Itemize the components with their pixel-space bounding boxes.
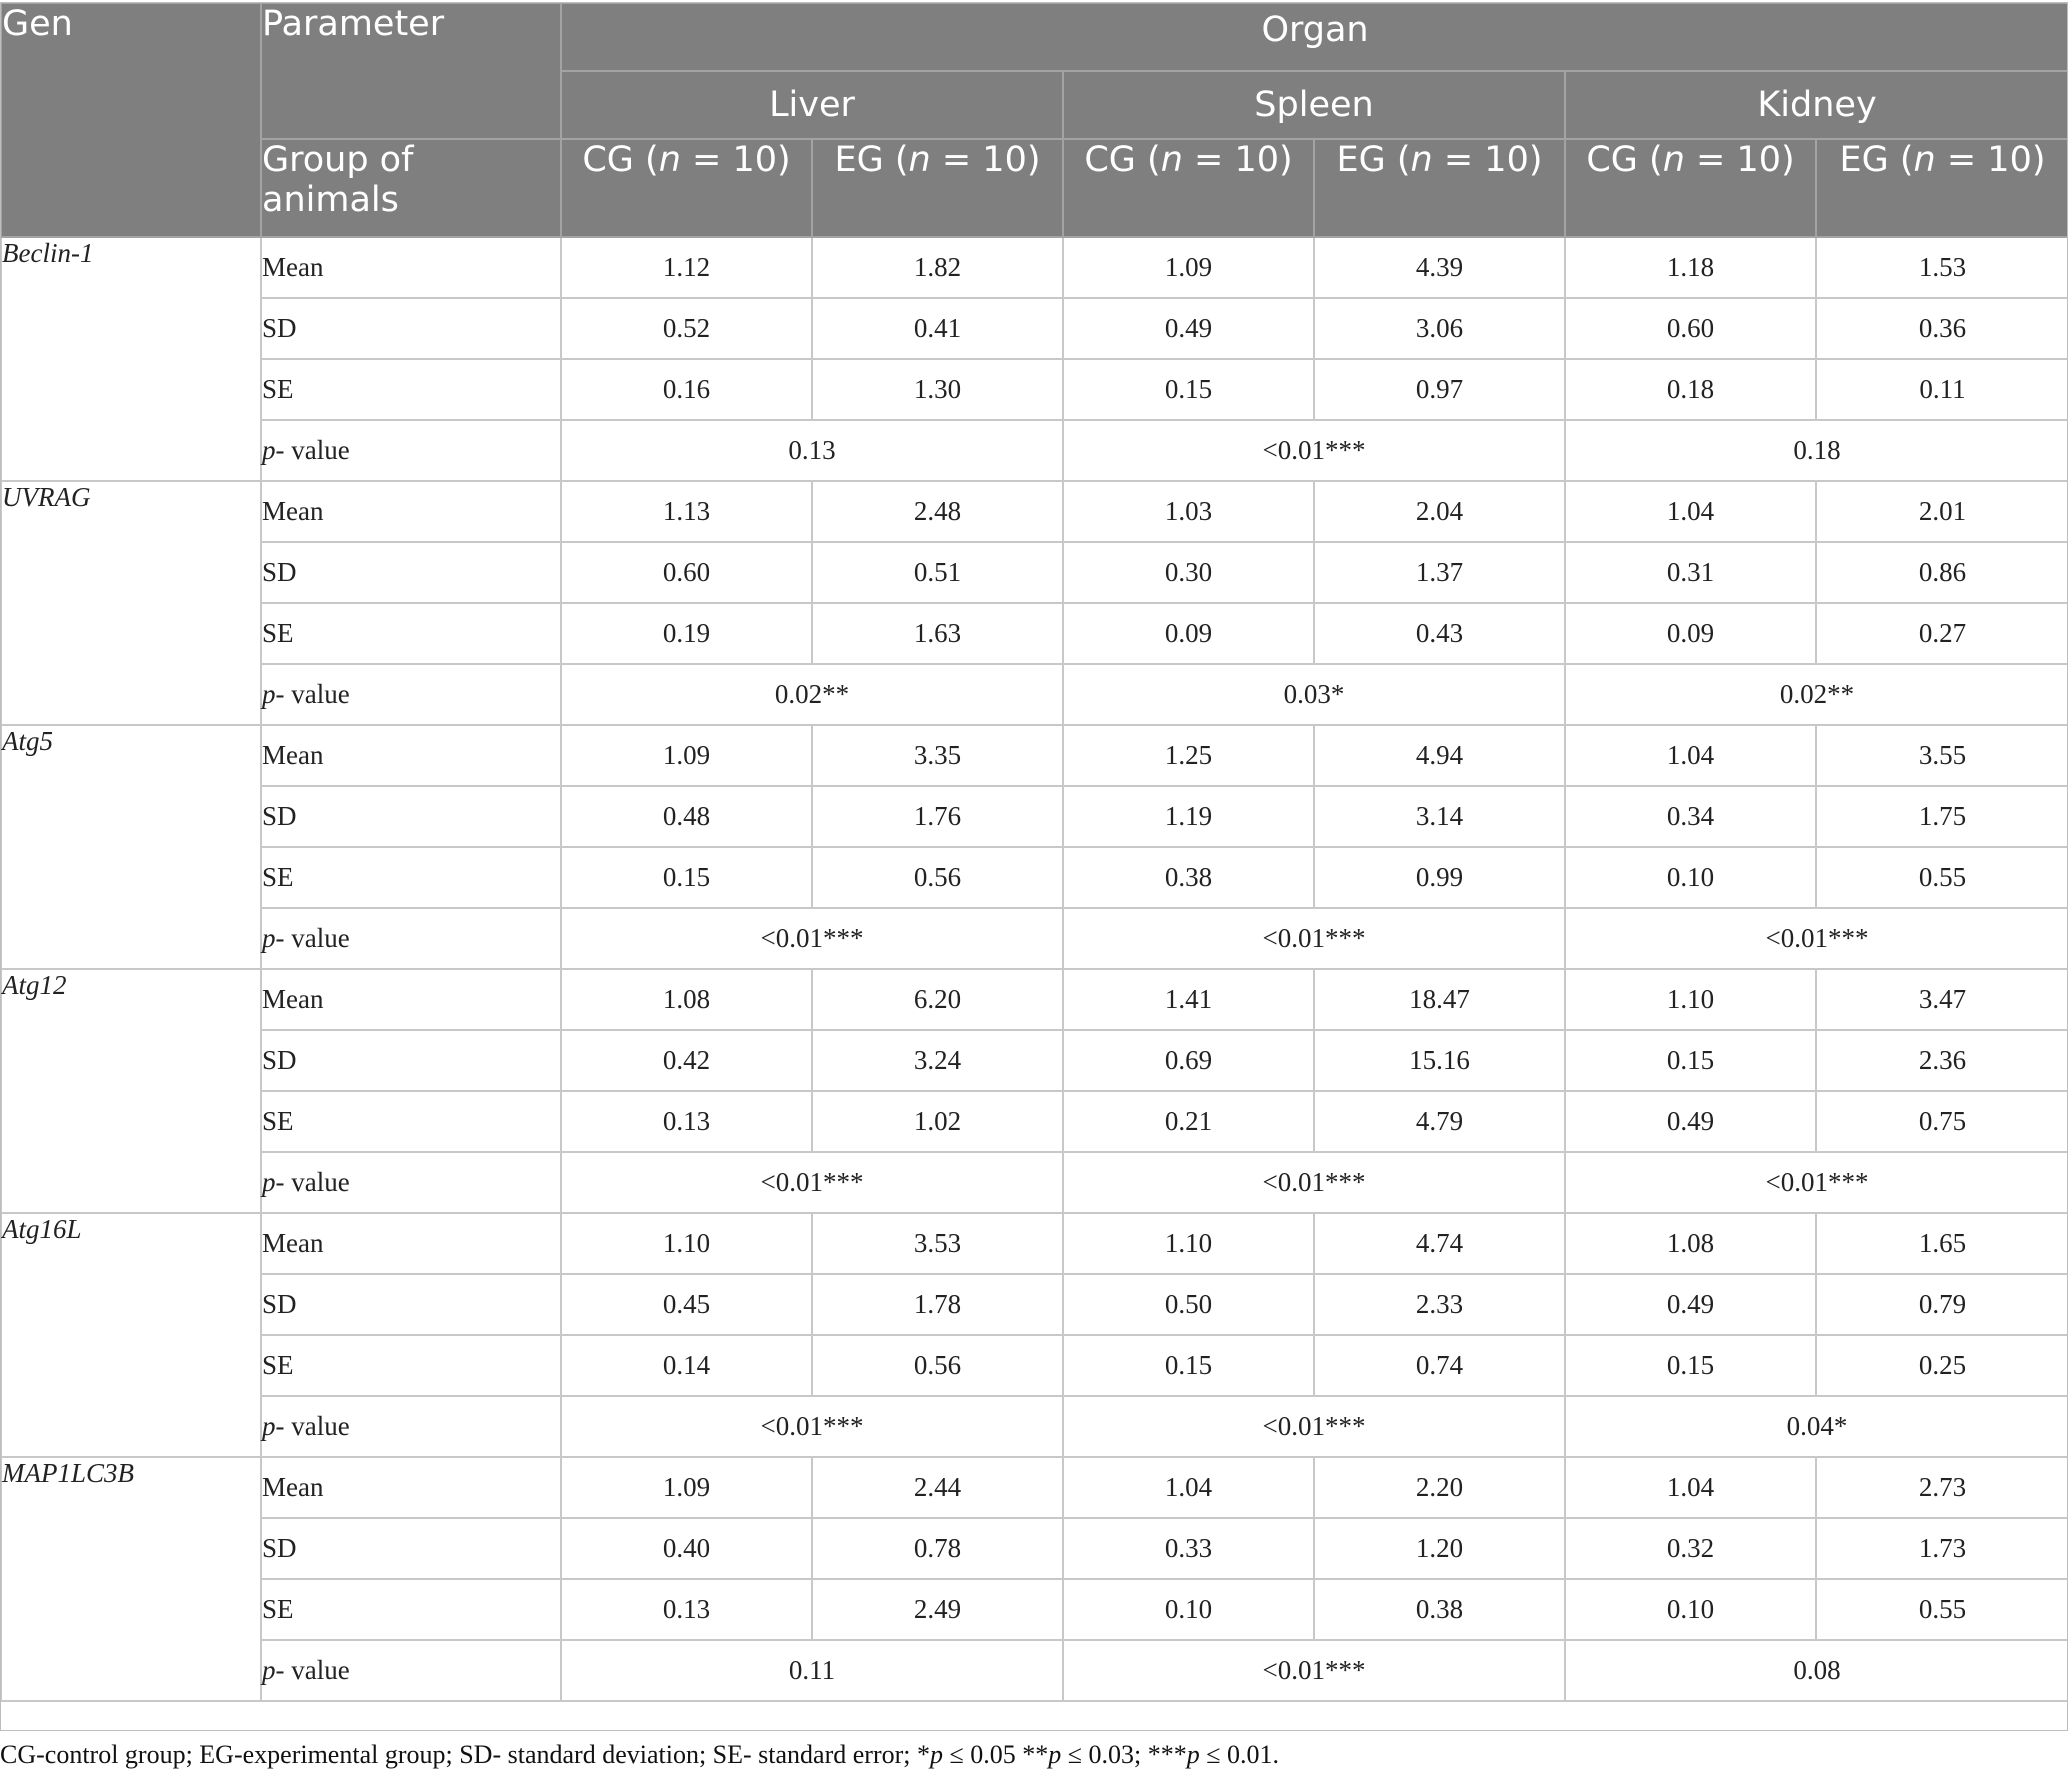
header-eg-spleen: EG (n = 10): [1314, 139, 1565, 237]
table-row: [1, 603, 2068, 664]
value-cell: 1.18: [1565, 237, 1816, 298]
gene-name: Atg5: [1, 725, 261, 969]
p-value-cell: 0.11: [561, 1640, 1063, 1701]
value-cell: 1.30: [812, 359, 1063, 420]
p-value-cell: <0.01***: [1565, 908, 2068, 969]
p-symbol: p: [262, 1411, 276, 1441]
table-row: [1, 786, 2068, 847]
value-cell: 3.53: [812, 1213, 1063, 1274]
group-count: = 10): [1935, 140, 2046, 180]
value-cell: 4.79: [1314, 1091, 1565, 1152]
value-cell: 0.15: [1565, 1335, 1816, 1396]
value-cell: 0.15: [1063, 1335, 1314, 1396]
p-value-cell: <0.01***: [561, 908, 1063, 969]
value-cell: 0.79: [1816, 1274, 2068, 1335]
value-cell: 0.86: [1816, 542, 2068, 603]
table-row: [1, 1457, 2068, 1518]
p-suffix: - value: [275, 1167, 350, 1197]
p-value-label: [261, 664, 561, 725]
p-value-cell: <0.01***: [1063, 1640, 1565, 1701]
table-row: [1, 1091, 2068, 1152]
value-cell: 2.33: [1314, 1274, 1565, 1335]
value-cell: 2.44: [812, 1457, 1063, 1518]
group-count: = 10): [1432, 140, 1543, 180]
value-cell: 0.43: [1314, 603, 1565, 664]
value-cell: 0.38: [1314, 1579, 1565, 1640]
value-cell: 0.10: [1565, 847, 1816, 908]
value-cell: 1.78: [812, 1274, 1063, 1335]
value-cell: 1.20: [1314, 1518, 1565, 1579]
p-value-cell: <0.01***: [561, 1396, 1063, 1457]
value-cell: 1.03: [1063, 481, 1314, 542]
p-symbol: p: [262, 679, 276, 709]
value-cell: 1.76: [812, 786, 1063, 847]
value-cell: 1.09: [561, 1457, 812, 1518]
value-cell: 1.04: [1565, 725, 1816, 786]
p-suffix: - value: [275, 1411, 350, 1441]
value-cell: 0.42: [561, 1030, 812, 1091]
table-row: [1, 969, 2068, 1030]
p-value-label: [261, 1640, 561, 1701]
parameter-label: SD: [261, 1274, 561, 1335]
p-symbol: p: [262, 435, 276, 465]
p-suffix: - value: [275, 1655, 350, 1685]
header-cg-spleen: CG (n = 10): [1063, 139, 1314, 237]
parameter-label: SD: [261, 298, 561, 359]
value-cell: 1.53: [1816, 237, 2068, 298]
p-value-cell: 0.18: [1565, 420, 2068, 481]
footnote: [0, 1740, 1279, 1770]
value-cell: 0.19: [561, 603, 812, 664]
gene-name: Atg12: [1, 969, 261, 1213]
header-eg-liver: EG (n = 10): [812, 139, 1063, 237]
value-cell: 2.01: [1816, 481, 2068, 542]
value-cell: 0.56: [812, 1335, 1063, 1396]
value-cell: 0.97: [1314, 359, 1565, 420]
table-row: [1, 359, 2068, 420]
parameter-label: Mean: [261, 725, 561, 786]
header-eg-kidney: EG (n = 10): [1816, 139, 2068, 237]
value-cell: 1.04: [1565, 481, 1816, 542]
table-row: [1, 237, 2068, 298]
value-cell: 0.14: [561, 1335, 812, 1396]
value-cell: 3.47: [1816, 969, 2068, 1030]
value-cell: 0.78: [812, 1518, 1063, 1579]
value-cell: 4.39: [1314, 237, 1565, 298]
value-cell: 0.75: [1816, 1091, 2068, 1152]
value-cell: 1.65: [1816, 1213, 2068, 1274]
parameter-label: SE: [261, 603, 561, 664]
group-label: CG: [1586, 140, 1638, 180]
p-value-label: [261, 420, 561, 481]
header-parameter: Parameter: [261, 3, 561, 139]
parameter-label: SE: [261, 1579, 561, 1640]
group-label: EG: [1336, 140, 1386, 180]
footnote-mid2: ≤ 0.03; ***: [1061, 1740, 1187, 1769]
value-cell: 0.49: [1063, 298, 1314, 359]
value-cell: 0.40: [561, 1518, 812, 1579]
value-cell: 3.14: [1314, 786, 1565, 847]
value-cell: 0.25: [1816, 1335, 2068, 1396]
value-cell: 1.25: [1063, 725, 1314, 786]
value-cell: 1.09: [561, 725, 812, 786]
value-cell: 0.31: [1565, 542, 1816, 603]
p-value-row: [1, 1396, 2068, 1457]
value-cell: 0.21: [1063, 1091, 1314, 1152]
value-cell: 0.10: [1063, 1579, 1314, 1640]
p-value-cell: <0.01***: [1063, 908, 1565, 969]
parameter-label: Mean: [261, 969, 561, 1030]
group-count: = 10): [1684, 140, 1795, 180]
group-n: n: [1410, 140, 1433, 180]
value-cell: 0.13: [561, 1579, 812, 1640]
value-cell: 1.09: [1063, 237, 1314, 298]
p-value-row: [1, 908, 2068, 969]
value-cell: 1.73: [1816, 1518, 2068, 1579]
value-cell: 1.75: [1816, 786, 2068, 847]
value-cell: 1.10: [1565, 969, 1816, 1030]
value-cell: 3.35: [812, 725, 1063, 786]
gene-name: Atg16L: [1, 1213, 261, 1457]
header-organ-spleen: Spleen: [1063, 71, 1565, 139]
p-value-cell: <0.01***: [1565, 1152, 2068, 1213]
gene-name: Beclin-1: [1, 237, 261, 481]
value-cell: 0.18: [1565, 359, 1816, 420]
p-value-label: [261, 1152, 561, 1213]
value-cell: 0.49: [1565, 1274, 1816, 1335]
table-body: [1, 237, 2068, 1701]
p-suffix: - value: [275, 679, 350, 709]
value-cell: 4.74: [1314, 1213, 1565, 1274]
value-cell: 0.60: [561, 542, 812, 603]
table-row: [1, 1274, 2068, 1335]
value-cell: 0.38: [1063, 847, 1314, 908]
p-value-cell: 0.02**: [561, 664, 1063, 725]
header-gen: Gen: [1, 3, 261, 237]
value-cell: 0.52: [561, 298, 812, 359]
value-cell: 1.82: [812, 237, 1063, 298]
footnote-prefix: CG-control group; EG-experimental group; SD- standard deviation; SE- standard error; *: [0, 1740, 930, 1769]
p-value-row: [1, 1152, 2068, 1213]
value-cell: 1.04: [1063, 1457, 1314, 1518]
table-row: [1, 725, 2068, 786]
parameter-label: Mean: [261, 237, 561, 298]
value-cell: 0.32: [1565, 1518, 1816, 1579]
header-group-of-animals: Group of animals: [261, 139, 561, 237]
value-cell: 2.48: [812, 481, 1063, 542]
parameter-label: SE: [261, 1335, 561, 1396]
value-cell: 1.08: [561, 969, 812, 1030]
group-n: n: [1913, 140, 1936, 180]
p-value-row: [1, 664, 2068, 725]
value-cell: 2.49: [812, 1579, 1063, 1640]
group-count: = 10): [680, 140, 791, 180]
value-cell: 0.45: [561, 1274, 812, 1335]
value-cell: 0.33: [1063, 1518, 1314, 1579]
value-cell: 1.63: [812, 603, 1063, 664]
p-value-cell: 0.08: [1565, 1640, 2068, 1701]
group-n: n: [1160, 140, 1183, 180]
p-value-cell: 0.02**: [1565, 664, 2068, 725]
parameter-label: SE: [261, 1091, 561, 1152]
value-cell: 0.56: [812, 847, 1063, 908]
table-row: [1, 1518, 2068, 1579]
table-header: [1, 3, 2068, 237]
p-value-row: [1, 420, 2068, 481]
value-cell: 2.73: [1816, 1457, 2068, 1518]
p-value-cell: <0.01***: [1063, 1396, 1565, 1457]
p-suffix: - value: [275, 923, 350, 953]
footnote-mid1: ≤ 0.05 **: [942, 1740, 1049, 1769]
value-cell: 0.51: [812, 542, 1063, 603]
table-row: [1, 298, 2068, 359]
table-row: [1, 847, 2068, 908]
value-cell: 3.06: [1314, 298, 1565, 359]
p-value-cell: 0.13: [561, 420, 1063, 481]
group-n: n: [658, 140, 681, 180]
value-cell: 0.10: [1565, 1579, 1816, 1640]
table-row: [1, 481, 2068, 542]
group-label: CG: [1084, 140, 1136, 180]
group-label: CG: [582, 140, 634, 180]
value-cell: 0.69: [1063, 1030, 1314, 1091]
parameter-label: Mean: [261, 481, 561, 542]
value-cell: 0.27: [1816, 603, 2068, 664]
value-cell: 18.47: [1314, 969, 1565, 1030]
value-cell: 1.13: [561, 481, 812, 542]
parameter-label: Mean: [261, 1457, 561, 1518]
group-count: = 10): [1182, 140, 1293, 180]
value-cell: 1.37: [1314, 542, 1565, 603]
value-cell: 0.74: [1314, 1335, 1565, 1396]
parameter-label: SD: [261, 1518, 561, 1579]
value-cell: 2.20: [1314, 1457, 1565, 1518]
value-cell: 0.49: [1565, 1091, 1816, 1152]
value-cell: 6.20: [812, 969, 1063, 1030]
value-cell: 0.15: [561, 847, 812, 908]
group-n: n: [908, 140, 931, 180]
table-row: [1, 1579, 2068, 1640]
value-cell: 1.02: [812, 1091, 1063, 1152]
value-cell: 2.36: [1816, 1030, 2068, 1091]
gene-name: MAP1LC3B: [1, 1457, 261, 1701]
table-row: [1, 1030, 2068, 1091]
footnote-end: ≤ 0.01.: [1199, 1740, 1280, 1769]
p-suffix: - value: [275, 435, 350, 465]
value-cell: 1.08: [1565, 1213, 1816, 1274]
value-cell: 0.50: [1063, 1274, 1314, 1335]
parameter-label: Mean: [261, 1213, 561, 1274]
value-cell: 0.16: [561, 359, 812, 420]
value-cell: 0.55: [1816, 1579, 2068, 1640]
value-cell: 0.11: [1816, 359, 2068, 420]
p-value-label: [261, 908, 561, 969]
value-cell: 0.48: [561, 786, 812, 847]
gene-name: UVRAG: [1, 481, 261, 725]
header-organ-kidney: Kidney: [1565, 71, 2068, 139]
p-value-cell: 0.04*: [1565, 1396, 2068, 1457]
parameter-label: SD: [261, 786, 561, 847]
value-cell: 3.55: [1816, 725, 2068, 786]
value-cell: 3.24: [812, 1030, 1063, 1091]
value-cell: 15.16: [1314, 1030, 1565, 1091]
table-row: [1, 1213, 2068, 1274]
header-organ-liver: Liver: [561, 71, 1063, 139]
value-cell: 1.04: [1565, 1457, 1816, 1518]
value-cell: 4.94: [1314, 725, 1565, 786]
p-symbol: p: [262, 1167, 276, 1197]
value-cell: 0.09: [1063, 603, 1314, 664]
p-value-row: [1, 1640, 2068, 1701]
value-cell: 0.15: [1063, 359, 1314, 420]
parameter-label: SE: [261, 359, 561, 420]
p-value-label: [261, 1396, 561, 1457]
p-value-cell: 0.03*: [1063, 664, 1565, 725]
group-n: n: [1662, 140, 1685, 180]
value-cell: 0.41: [812, 298, 1063, 359]
footnote-p1: p: [929, 1740, 943, 1769]
p-value-cell: <0.01***: [561, 1152, 1063, 1213]
value-cell: 0.13: [561, 1091, 812, 1152]
value-cell: 1.19: [1063, 786, 1314, 847]
header-cg-liver: CG (n = 10): [561, 139, 812, 237]
p-value-cell: <0.01***: [1063, 420, 1565, 481]
value-cell: 0.55: [1816, 847, 2068, 908]
parameter-label: SE: [261, 847, 561, 908]
group-count: = 10): [930, 140, 1041, 180]
value-cell: 1.12: [561, 237, 812, 298]
value-cell: 0.36: [1816, 298, 2068, 359]
value-cell: 1.10: [561, 1213, 812, 1274]
value-cell: 1.41: [1063, 969, 1314, 1030]
value-cell: 0.34: [1565, 786, 1816, 847]
parameter-label: SD: [261, 542, 561, 603]
p-value-cell: <0.01***: [1063, 1152, 1565, 1213]
table-row: [1, 1335, 2068, 1396]
group-label: EG: [1839, 140, 1889, 180]
p-symbol: p: [262, 1655, 276, 1685]
footnote-p2: p: [1048, 1740, 1062, 1769]
value-cell: 0.99: [1314, 847, 1565, 908]
p-symbol: p: [262, 923, 276, 953]
value-cell: 0.30: [1063, 542, 1314, 603]
value-cell: 0.60: [1565, 298, 1816, 359]
value-cell: 2.04: [1314, 481, 1565, 542]
value-cell: 0.15: [1565, 1030, 1816, 1091]
header-cg-kidney: CG (n = 10): [1565, 139, 1816, 237]
value-cell: 1.10: [1063, 1213, 1314, 1274]
footnote-p3: p: [1186, 1740, 1200, 1769]
group-label: EG: [834, 140, 884, 180]
parameter-label: SD: [261, 1030, 561, 1091]
header-organ: Organ: [561, 3, 2068, 71]
results-table: [0, 2, 2068, 1702]
table-row: [1, 542, 2068, 603]
value-cell: 0.09: [1565, 603, 1816, 664]
